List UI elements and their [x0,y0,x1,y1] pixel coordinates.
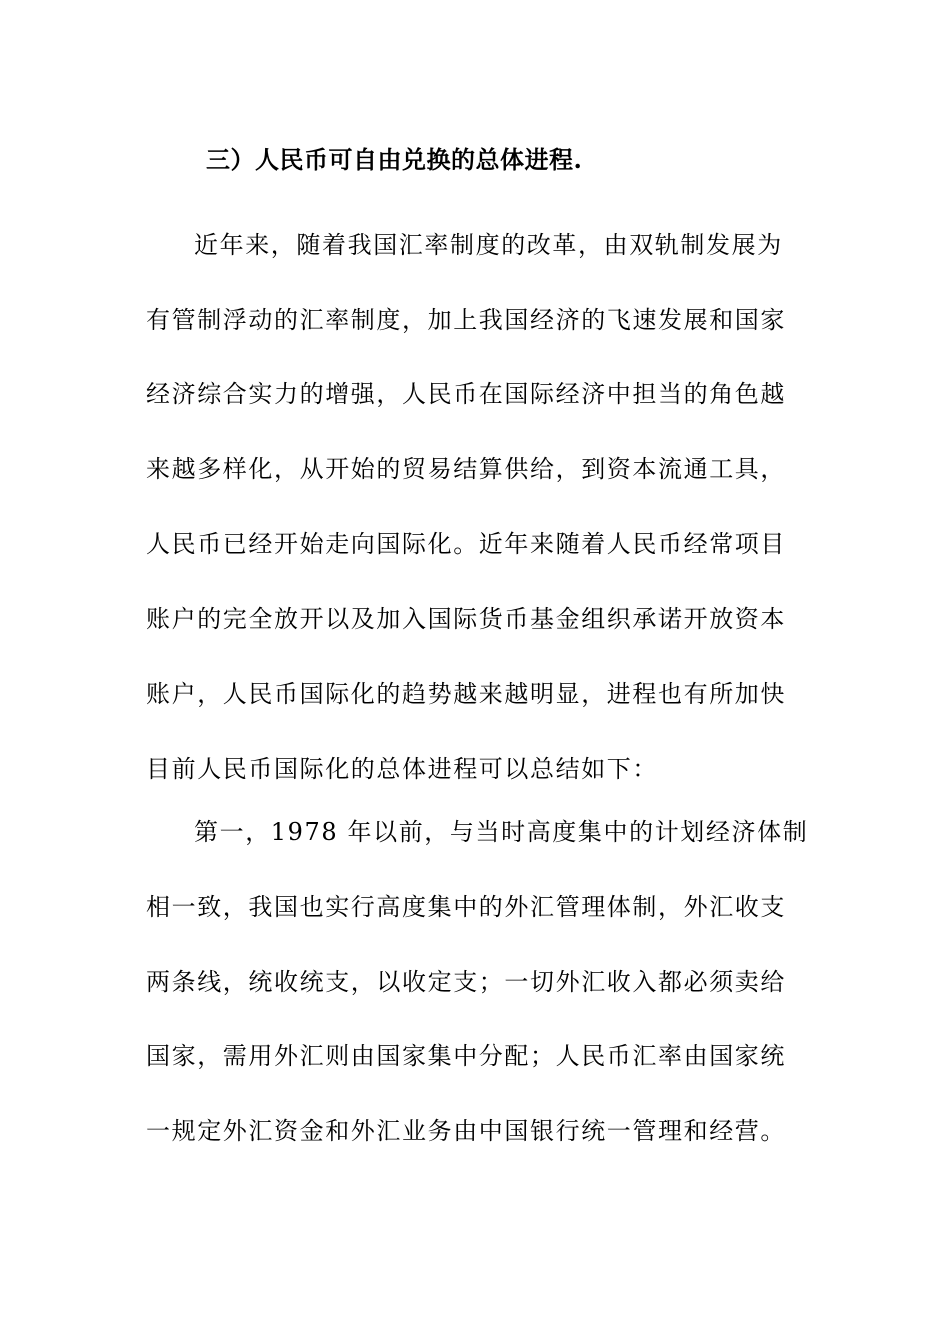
paragraph-line: 第一，1978 年以前，与当时高度集中的计划经济体制 [194,818,809,846]
paragraph-line: 账户的完全放开以及加入国际货币基金组织承诺开放资本 [146,605,786,633]
paragraph-line: 一规定外汇资金和外汇业务由中国银行统一管理和经营。 [146,1117,786,1145]
paragraph-line: 目前人民币国际化的总体进程可以总结如下： [146,755,658,783]
paragraph-line: 人民币已经开始走向国际化。近年来随着人民币经常项目 [146,530,786,558]
paragraph-line: 近年来，随着我国汇率制度的改革，由双轨制发展为 [194,231,783,259]
paragraph-line: 经济综合实力的增强，人民币在国际经济中担当的角色越 [146,380,786,408]
paragraph-line: 两条线，统收统支，以收定支；一切外汇收入都必须卖给 [146,968,786,996]
paragraph-line: 相一致，我国也实行高度集中的外汇管理体制，外汇收支 [146,893,786,921]
section-heading: 三）人民币可自由兑换的总体进程. [206,145,583,174]
paragraph-line: 有管制浮动的汇率制度，加上我国经济的飞速发展和国家 [146,306,786,334]
paragraph-line: 账户，人民币国际化的趋势越来越明显，进程也有所加快 [146,680,786,708]
paragraph-line: 来越多样化，从开始的贸易结算供给，到资本流通工具， [146,455,786,483]
paragraph-line: 国家，需用外汇则由国家集中分配；人民币汇率由国家统 [146,1042,786,1070]
